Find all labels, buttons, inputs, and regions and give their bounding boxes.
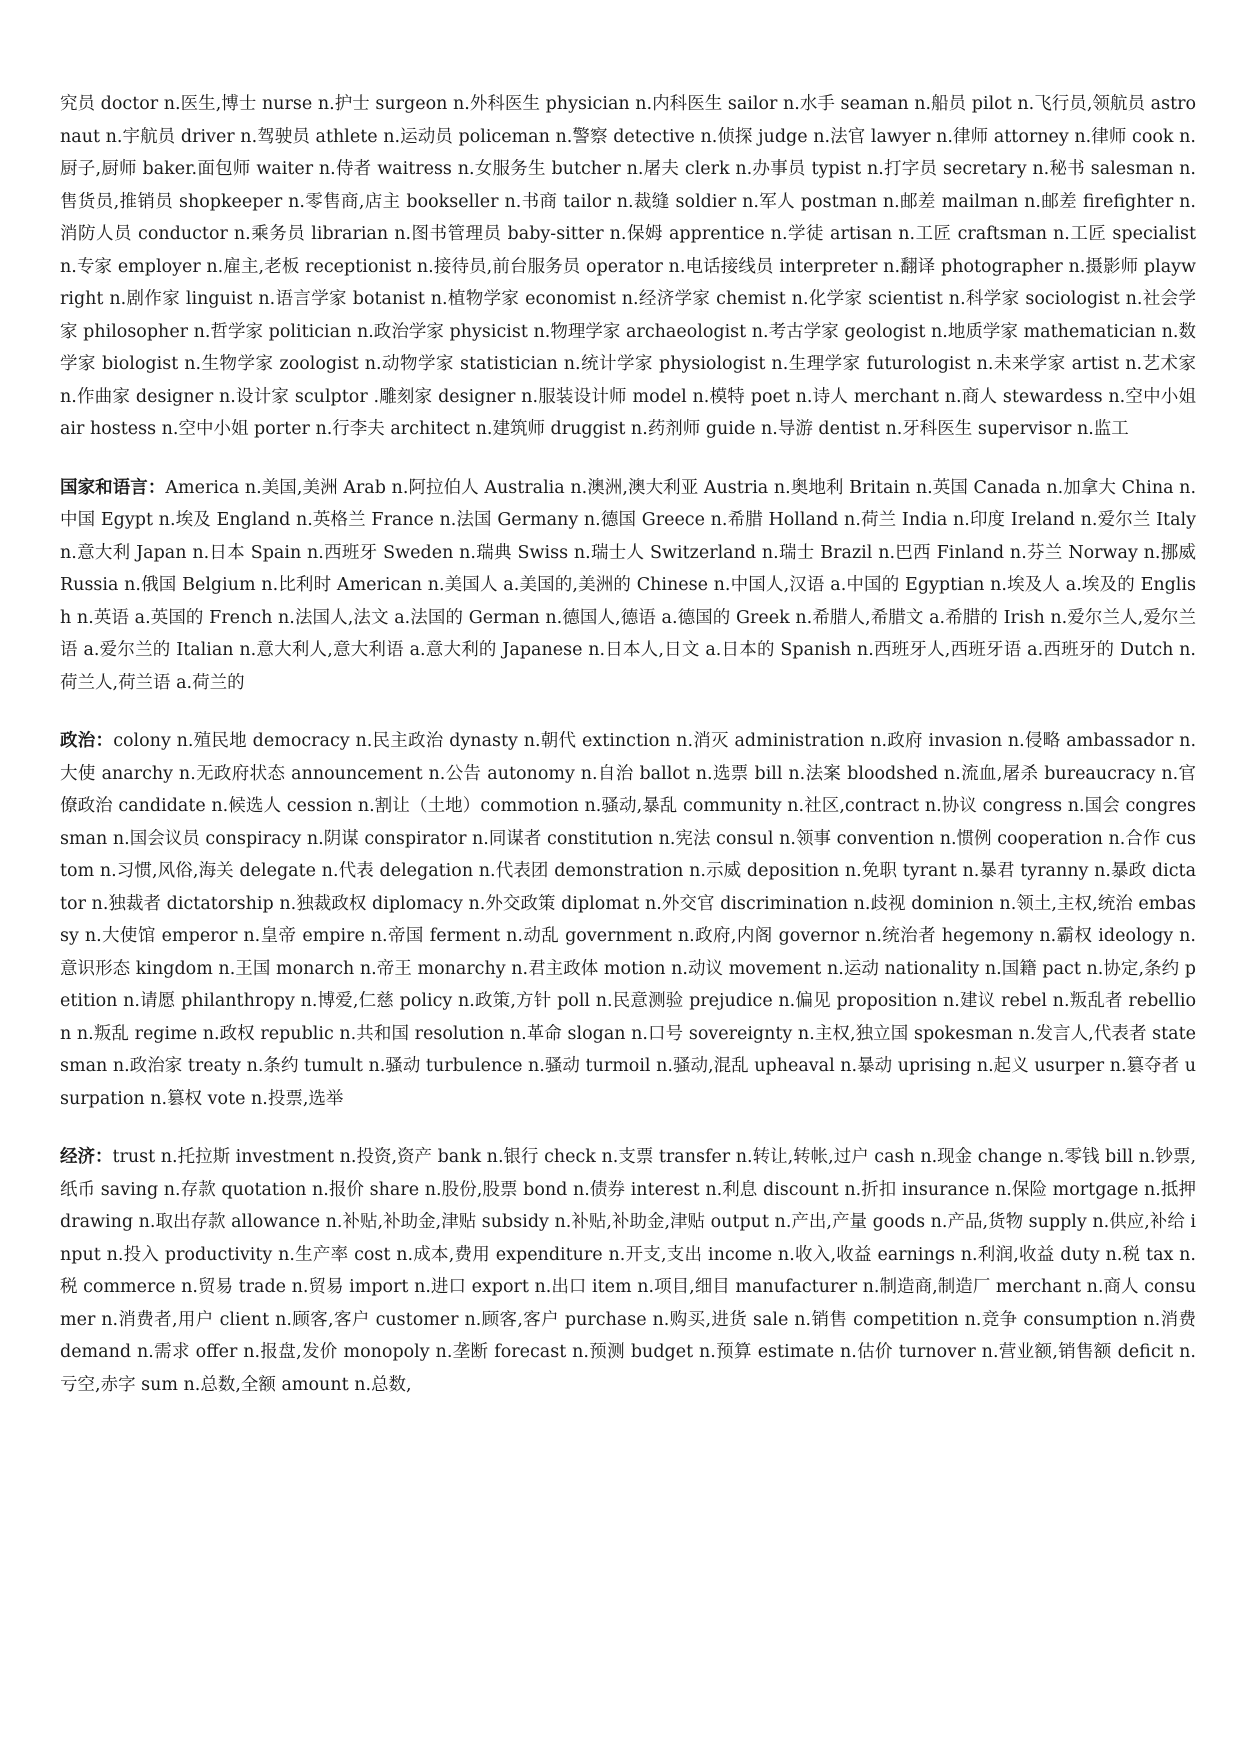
section-occupations [60,88,1196,446]
section-text: trust n.托拉斯 investment n.投资,资产 bank n.银行 check n.支票 transfer n.转让,转帐,过户 cash n.现金 change n.零钱 bill n.钞票,纸币 saving n.存款 quotation n.报价 share n.股份,股票 bond n.债券 interest n.利息 discount n.折扣 insurance n.保险 mortgage n.抵押 drawing n.取出存款 allowance n.补贴,补助金,津贴 subsidy n.补贴,补助金,津贴 output n.产出,产量 goods n.产品,货物 supply n.供应,补给 input n.投入 productivity n.生产率 cost n.成本,费用 expenditure n.开支,支出 income n.收入,收益 earnings n.利润,收益 duty n.税 tax n.税 commerce n.贸易 trade n.贸易 import n.进口 export n.出口 item n.项目,细目 manufacturer n.制造商,制造厂 merchant n.商人 consumer n.消费者,用户 client n.顾客,客户 customer n.顾客,客户 purchase n.购买,进货 sale n.销售 competition n.竞争 consumption n.消费 demand n.需求 offer n.报盘,发价 monopoly n.垄断 forecast n.预测 budget n.预算 estimate n.估价 turnover n.营业额,销售额 deficit n.亏空,赤字 sum n.总数,全额 amount n.总数, [60,1147,1197,1395]
section-text: colony n.殖民地 democracy n.民主政治 dynasty n.朝代 extinction n.消灭 administration n.政府 invasion n.侵略 ambassador n.大使 anarchy n.无政府状态 announcement n.公告 autonomy n.自治 ballot n.选票 bill n.法案 bloodshed n.流血,屠杀 bureaucracy n.官僚政治 candidate n.候选人 cession n.割让（土地）commotion n.骚动,暴乱 community n.社区,contract n.协议 congress n.国会 congressman n.国会议员 conspiracy n.阴谋 conspirator n.同谋者 constitution n.宪法 consul n.领事 convention n.惯例 cooperation n.合作 custom n.习惯,风俗,海关 delegate n.代表 delegation n.代表团 demonstration n.示威 deposition n.免职 tyrant n.暴君 tyranny n.暴政 dictator n.独裁者 dictatorship n.独裁政权 diplomacy n.外交政策 diplomat n.外交官 discrimination n.歧视 dominion n.领土,主权,统治 embassy n.大使馆 emperor n.皇帝 empire n.帝国 ferment n.动乱 government n.政府,内阁 governor n.统治者 hegemony n.霸权 ideology n.意识形态 kingdom n.王国 monarch n.帝王 monarchy n.君主政体 motion n.动议 movement n.运动 nationality n.国籍 pact n.协定,条约 petition n.请愿 philanthropy n.博爱,仁慈 policy n.政策,方针 poll n.民意测验 prejudice n.偏见 proposition n.建议 rebel n.叛乱者 rebellion n.叛乱 regime n.政权 republic n.共和国 resolution n.革命 slogan n.口号 sovereignty n.主权,独立国 spokesman n.发言人,代表者 statesman n.政治家 treaty n.条约 tumult n.骚动 turbulence n.骚动 turmoil n.骚动,混乱 upheaval n.暴动 uprising n.起义 usurper n.篡夺者 usurpation n.篡权 vote n.投票,选举 [60,731,1197,1109]
section-heading: 政治： [60,731,114,751]
section-economy [60,1141,1196,1401]
section-countries-languages [60,472,1196,700]
section-politics [60,725,1196,1115]
section-heading: 国家和语言： [60,477,166,498]
section-text: 究员 doctor n.医生,博士 nurse n.护士 surgeon n.外科医生 physician n.内科医生 sailor n.水手 seaman n.船员 pilot n.飞行员,领航员 astronaut n.宇航员 driver n.驾驶员 athlete n.运动员 policeman n.警察 detective n.侦探 judge n.法官 lawyer n.律师 attorney n.律师 cook n.厨子,厨师 baker.面包师 waiter n.侍者 waitress n.女服务生 butcher n.屠夫 clerk n.办事员 typist n.打字员 secretary n.秘书 salesman n.售货员,推销员 shopkeeper n.零售商,店主 bookseller n.书商 tailor n.裁缝 soldier n.军人 postman n.邮差 mailman n.邮差 firefighter n.消防人员 conductor n.乘务员 librarian n.图书管理员 baby-sitter n.保姆 apprentice n.学徒 artisan n.工匠 craftsman n.工匠 specialist n.专家 employer n.雇主,老板 receptionist n.接待员,前台服务员 operator n.电话接线员 interpreter n.翻译 photographer n.摄影师 playwright n.剧作家 linguist n.语言学家 botanist n.植物学家 economist n.经济学家 chemist n.化学家 scientist n.科学家 sociologist n.社会学家 philosopher n.哲学家 politician n.政治学家 physicist n.物理学家 archaeologist n.考古学家 geologist n.地质学家 mathematician n.数学家 biologist n.生物学家 zoologist n.动物学家 statistician n.统计学家 physiologist n.生理学家 futurologist n.未来学家 artist n.艺术家 n.作曲家 designer n.设计家 sculptor .雕刻家 designer n.服装设计师 model n.模特 poet n.诗人 merchant n.商人 stewardess n.空中小姐 air hostess n.空中小姐 porter n.行李夫 architect n.建筑师 druggist n.药剂师 guide n.导游 dentist n.牙科医生 supervisor n.监工 [60,94,1196,439]
section-heading: 经济： [60,1147,113,1167]
document-body [60,88,1196,1401]
section-text: America n.美国,美洲 Arab n.阿拉伯人 Australia n.澳洲,澳大利亚 Austria n.奥地利 Britain n.英国 Canada n.加拿大 China n.中国 Egypt n.埃及 England n.英格兰 France n.法国 Germany n.德国 Greece n.希腊 Holland n.荷兰 India n.印度 Ireland n.爱尔兰 Italy n.意大利 Japan n.日本 Spain n.西班牙 Sweden n.瑞典 Swiss n.瑞士人 Switzerland n.瑞士 Brazil n.巴西 Finland n.芬兰 Norway n.挪威 Russia n.俄国 Belgium n.比利时 American n.美国人 a.美国的,美洲的 Chinese n.中国人,汉语 a.中国的 Egyptian n.埃及人 a.埃及的 English n.英语 a.英国的 French n.法国人,法文 a.法国的 German n.德国人,德语 a.德国的 Greek n.希腊人,希腊文 a.希腊的 Irish n.爱尔兰人,爱尔兰语 a.爱尔兰的 Italian n.意大利人,意大利语 a.意大利的 Japanese n.日本人,日文 a.日本的 Spanish n.西班牙人,西班牙语 a.西班牙的 Dutch n.荷兰人,荷兰语 a.荷兰的 [60,477,1197,693]
